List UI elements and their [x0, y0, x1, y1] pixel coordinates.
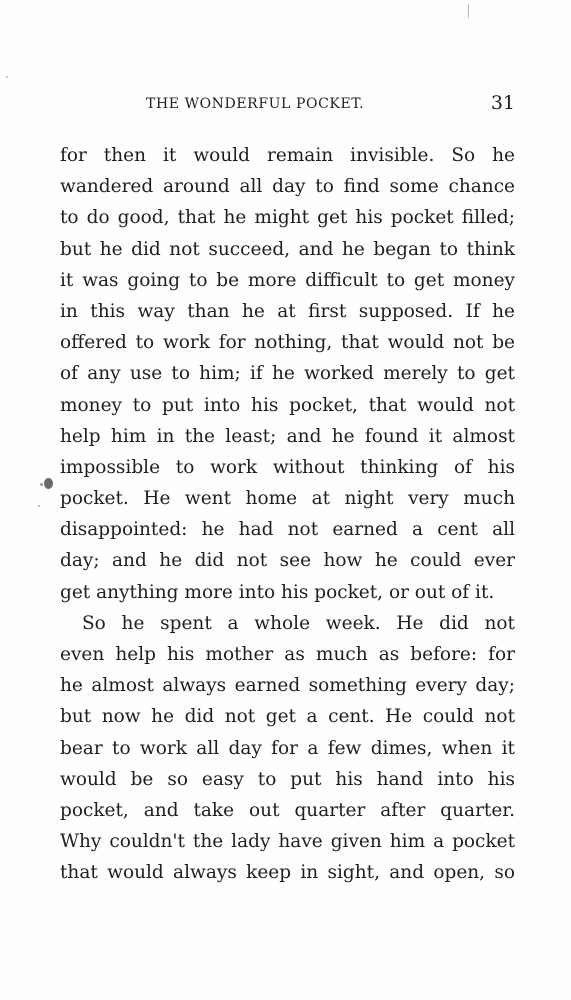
text-line: wandered around all day to find some chance: [60, 176, 515, 198]
text-line: get anything more into his pocket, or out of it.: [60, 581, 495, 603]
text-line: he almost always earned something every day;: [60, 675, 515, 697]
text-line: bear to work all day for a few dimes, when it: [60, 737, 515, 759]
text-line: Why couldn't the lady have given him a pocket: [60, 831, 515, 853]
ink-speck: [40, 483, 43, 486]
text-line: pocket. He went home at night very much: [60, 488, 515, 510]
running-title: THE WONDERFUL POCKET.: [146, 96, 365, 112]
page-body: [60, 140, 515, 889]
text-line: for then it would remain invisible. So he: [60, 145, 515, 166]
text-line: disappointed: he had not earned a cent all: [60, 519, 515, 541]
text-line: but now he did not get a cent. He could not: [60, 706, 515, 728]
text-line: of any use to him; if he worked merely to get: [60, 363, 515, 385]
ink-speck: [6, 76, 8, 78]
ink-blot: [44, 478, 53, 489]
page-number: 31: [490, 92, 515, 114]
ink-speck: [38, 505, 40, 507]
text-line: but he did not succeed, and he began to think: [60, 238, 515, 260]
text-line: impossible to work without thinking of his: [60, 456, 515, 478]
text-line: to do good, that he might get his pocket filled;: [60, 207, 515, 229]
text-line: offered to work for nothing, that would not be: [60, 332, 515, 354]
text-line: it was going to be more difficult to get money: [60, 269, 515, 291]
margin-mark: [468, 4, 469, 18]
paragraph-start-line: So he spent a whole week. He did not: [82, 612, 515, 634]
page-header: [60, 92, 515, 118]
text-line: would be so easy to put his hand into his: [60, 768, 515, 790]
text-line: in this way than he at first supposed. If he: [60, 300, 515, 322]
text-line: that would always keep in sight, and open, so: [60, 862, 515, 884]
text-line: even help his mother as much as before: for: [60, 644, 515, 665]
text-line: day; and he did not see how he could ever: [60, 550, 515, 572]
text-line: help him in the least; and he found it almost: [60, 425, 515, 447]
text-line: money to put into his pocket, that would not: [60, 394, 515, 416]
text-line: pocket, and take out quarter after quarter.: [60, 799, 515, 821]
